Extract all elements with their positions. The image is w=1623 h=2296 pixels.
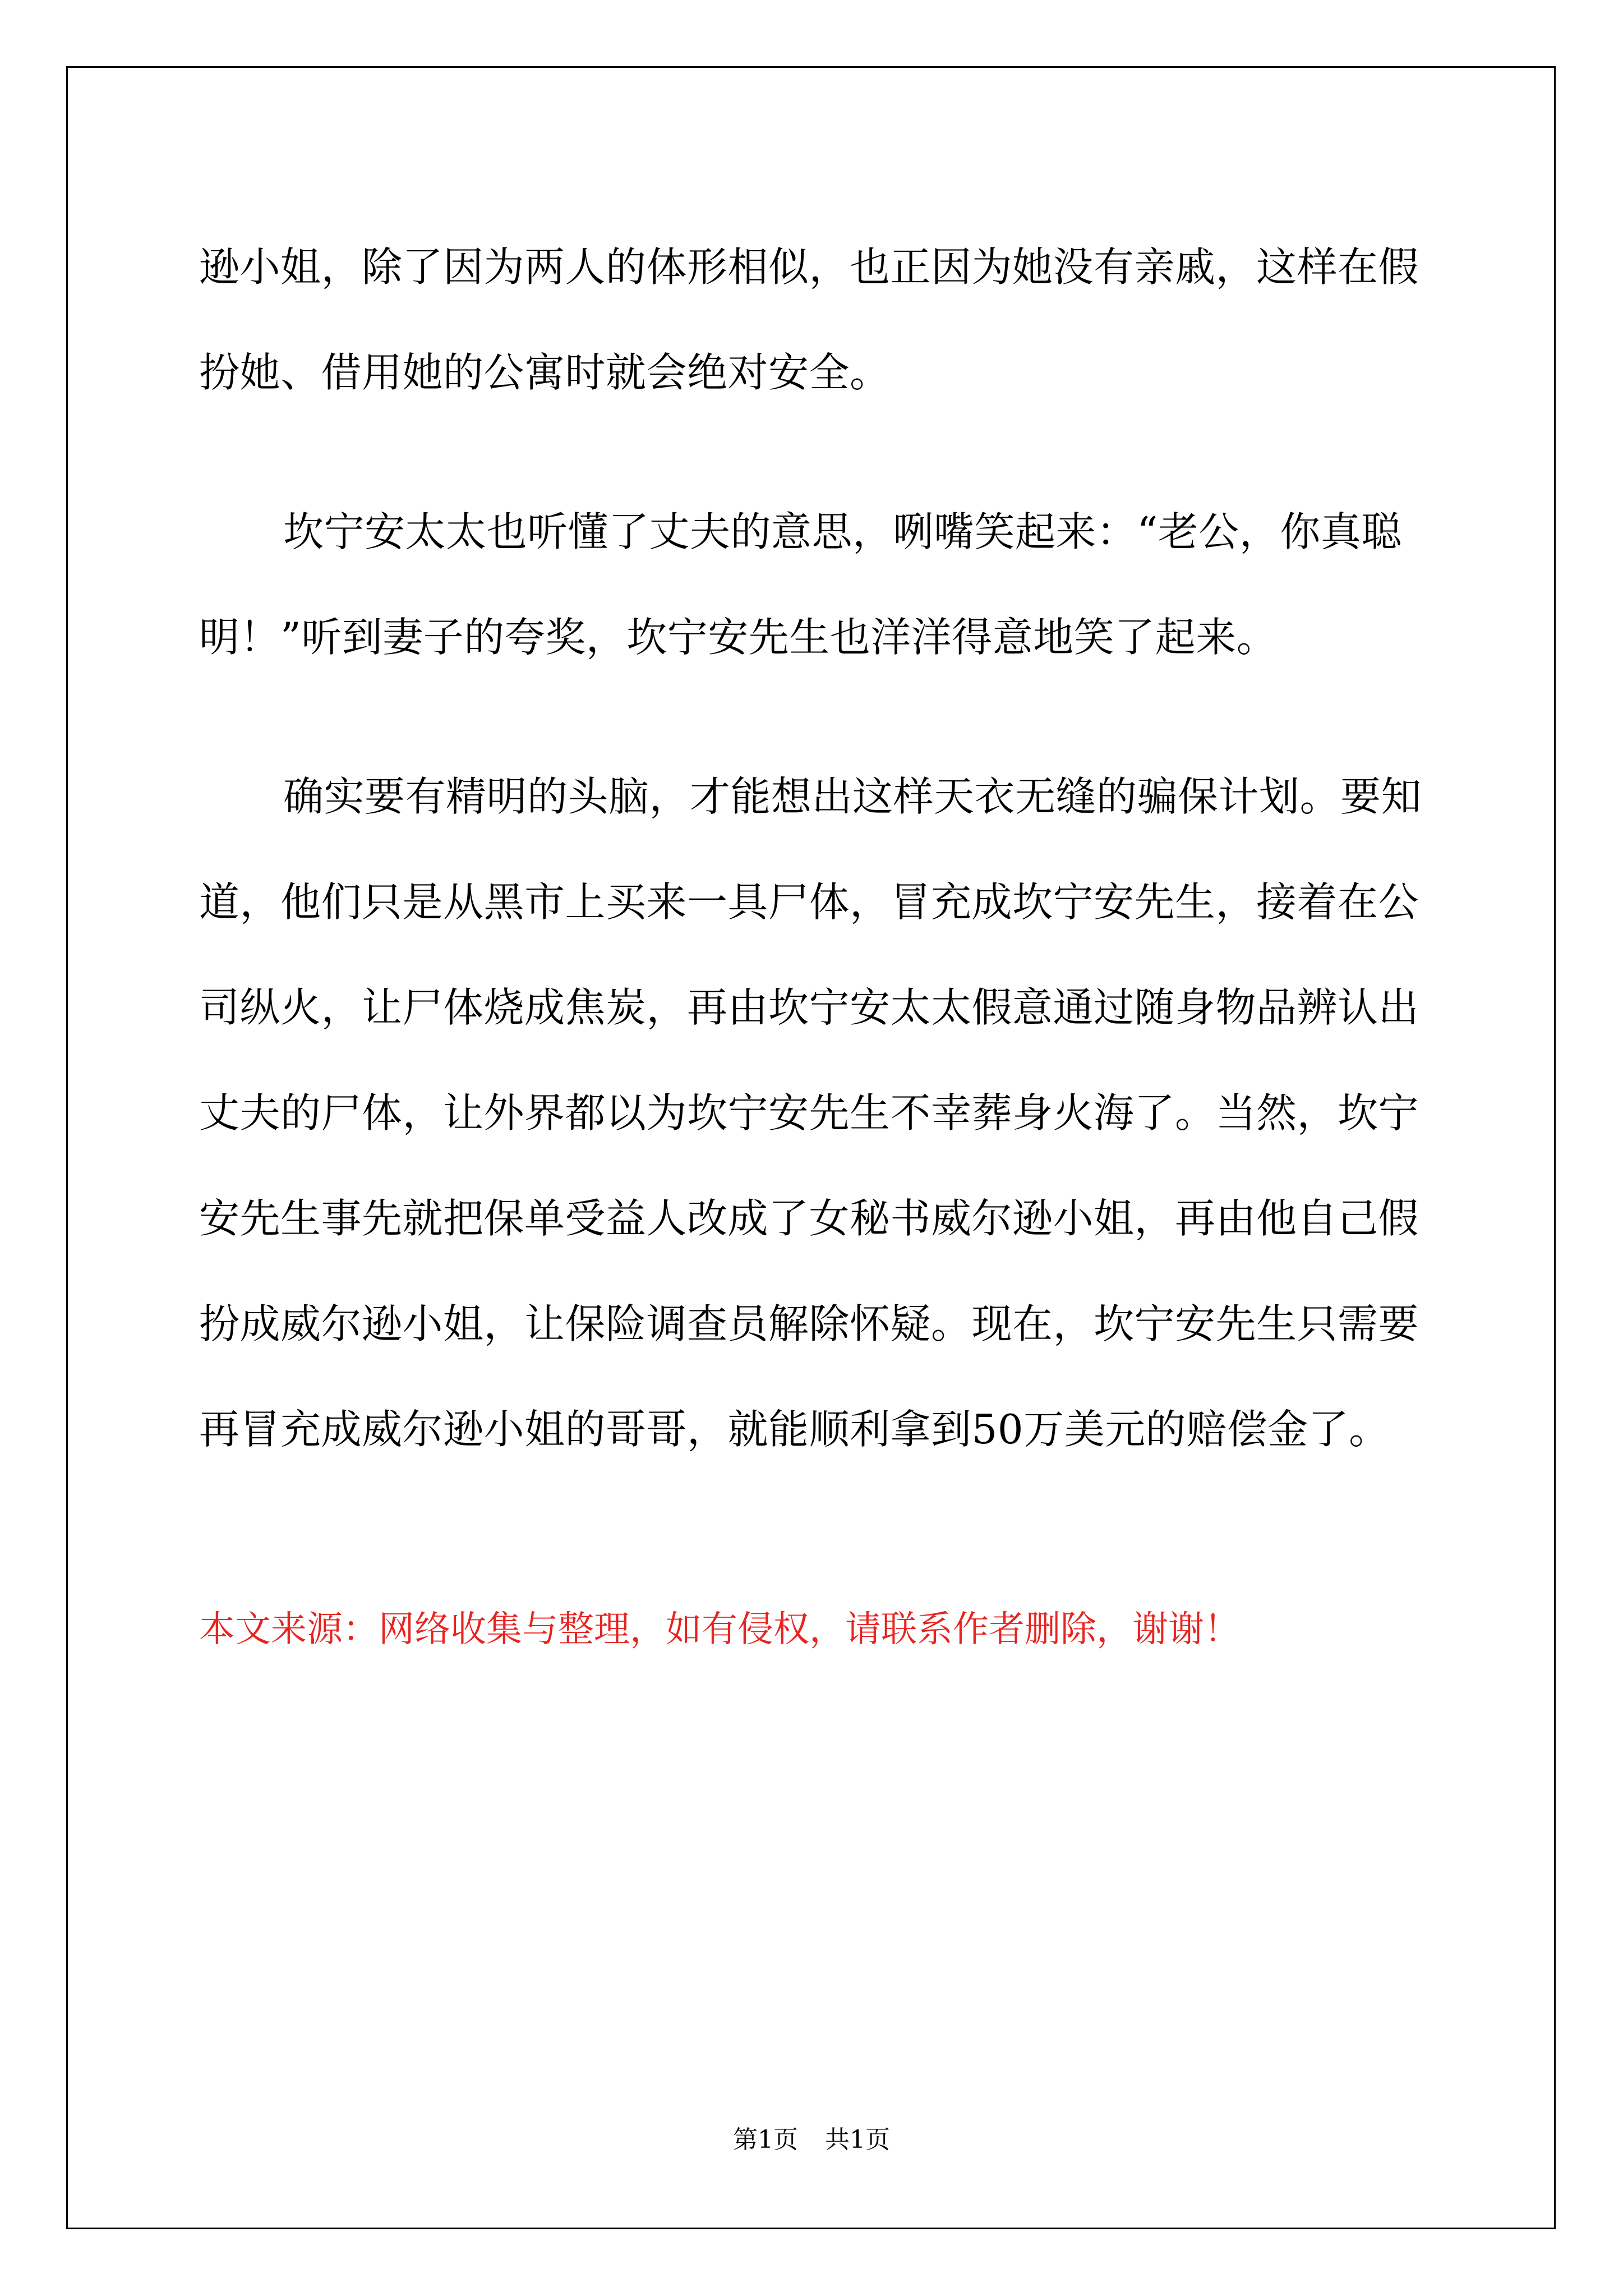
text-line: 丈夫的尸体，让外界都以为坎宁安先生不幸葬身火海了。当然，坎宁 (199, 1089, 1419, 1137)
page-footer (0, 2123, 1623, 2157)
text-line: 安先生事先就把保单受益人改成了女秘书威尔逊小姐，再由他自己假 (199, 1195, 1419, 1242)
source-note: 本文来源：网络收集与整理，如有侵权，请联系作者删除，谢谢！ (199, 1609, 1240, 1650)
paragraph (199, 214, 1433, 425)
text-line: 确实要有精明的头脑，才能想出这样天衣无缝的骗保计划。要知 (283, 773, 1422, 820)
paragraph-gap (199, 690, 1433, 744)
text-line: 道，他们只是从黑市上买来一具尸体，冒充成坎宁安先生，接着在公 (199, 878, 1419, 926)
text-line: 明！”听到妻子的夸奖，坎宁安先生也洋洋得意地笑了起来。 (199, 614, 1278, 661)
text-line: 逊小姐，除了因为两人的体形相似，也正因为她没有亲戚，这样在假 (199, 243, 1419, 291)
paragraph (199, 744, 1433, 1482)
text-line: 司纵火，让尸体烧成焦炭，再由坎宁安太太假意通过随身物品辨认出 (199, 984, 1419, 1031)
page-number: 第1页 (733, 2125, 798, 2154)
page-total: 共1页 (825, 2125, 890, 2154)
document-body (199, 214, 1433, 1482)
paragraph (199, 479, 1433, 690)
paragraph-gap (199, 425, 1433, 479)
text-line: 再冒充成威尔逊小姐的哥哥，就能顺利拿到50万美元的赔偿金了。 (199, 1406, 1390, 1453)
text-line: 坎宁安太太也听懂了丈夫的意思，咧嘴笑起来：“老公，你真聪 (283, 508, 1402, 555)
text-line: 扮她、借用她的公寓时就会绝对安全。 (199, 349, 891, 396)
text-line: 扮成威尔逊小姐，让保险调查员解除怀疑。现在，坎宁安先生只需要 (199, 1300, 1419, 1347)
